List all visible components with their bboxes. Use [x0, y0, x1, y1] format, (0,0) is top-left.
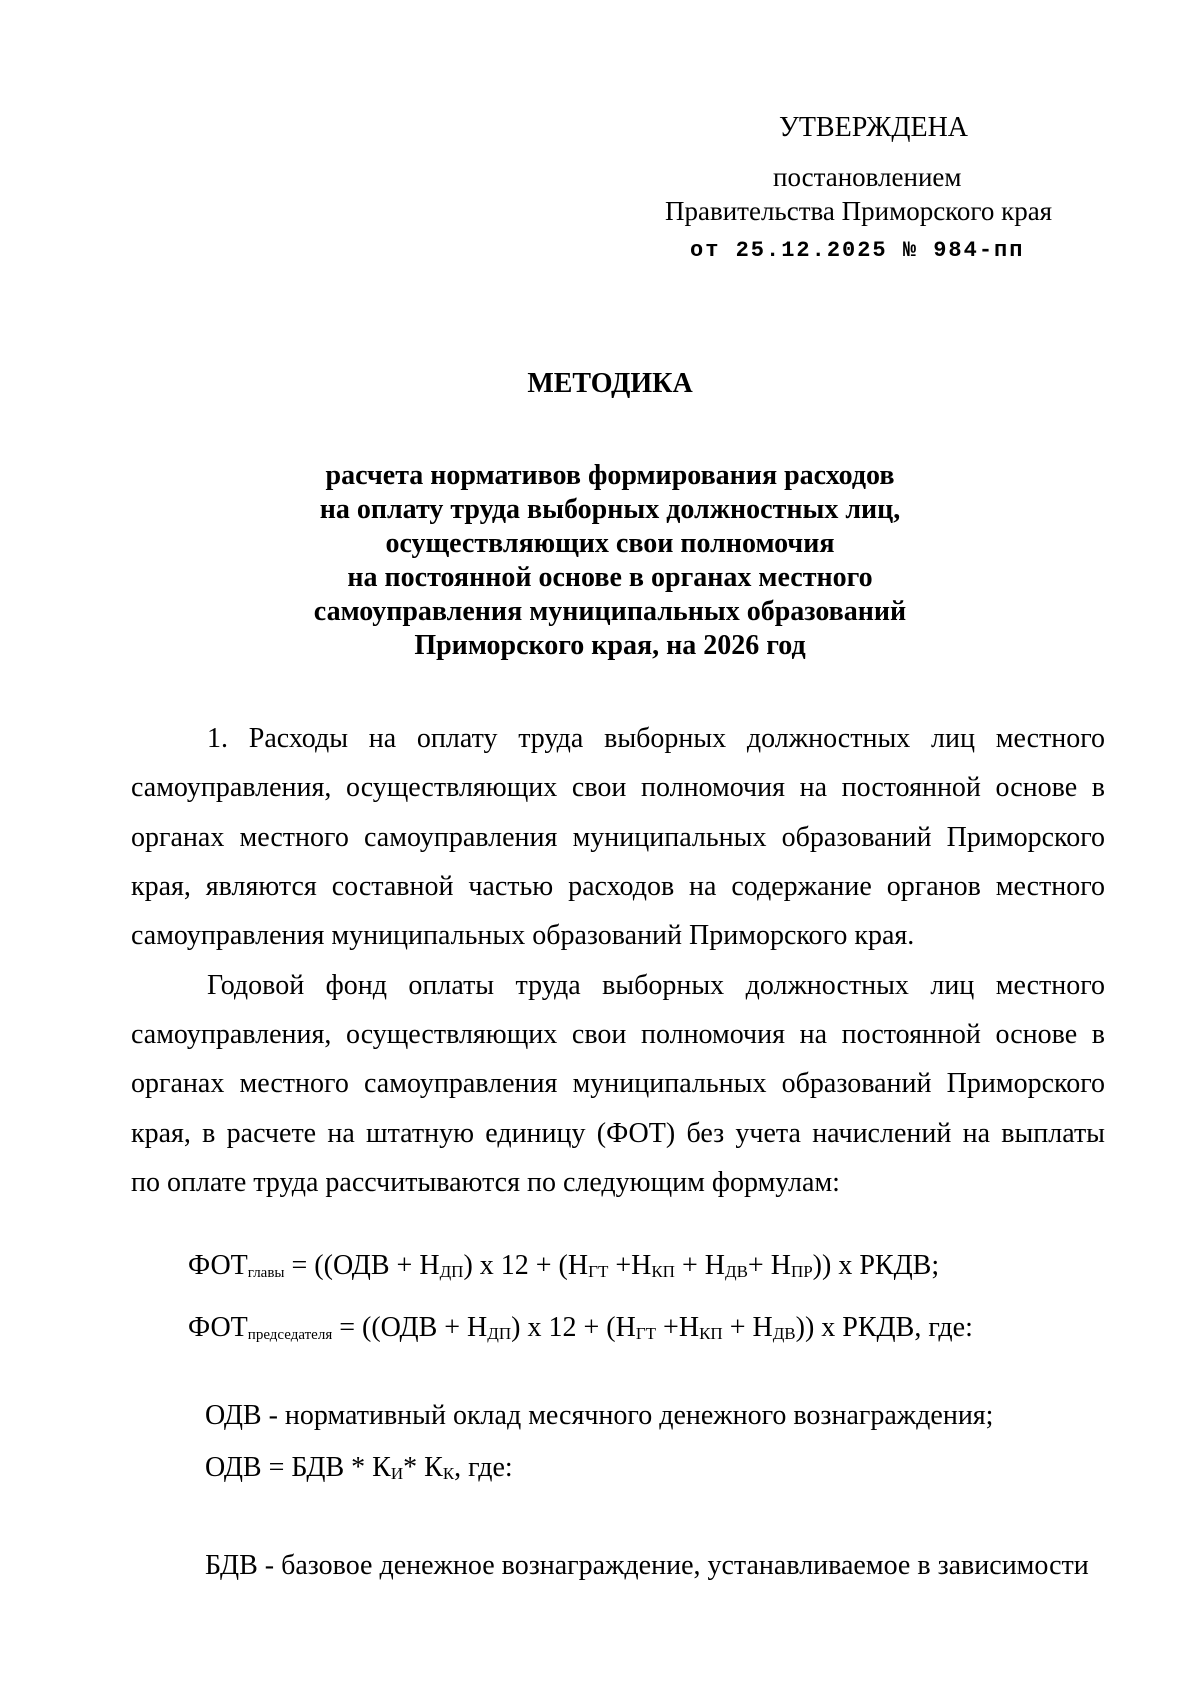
subtitle-line: расчета нормативов формирования расходов	[325, 460, 895, 491]
approval-stamp: УТВЕРЖДЕНА	[779, 112, 969, 143]
paragraph-2-line: самоуправления, осуществляющих свои полномочия на постоянной основе в	[131, 1019, 1105, 1050]
paragraph-1-line: самоуправления муниципальных образований Приморского края.	[131, 920, 915, 951]
paragraph-1-line: края, являются составной частью расходов на содержание органов местного	[131, 871, 1105, 902]
definition-bdv: БДВ - базовое денежное вознаграждение, устанавливаемое в зависимости	[205, 1550, 1089, 1581]
document-title: МЕТОДИКА	[527, 368, 693, 399]
subtitle-line: на оплату труда выборных должностных лиц,	[319, 494, 901, 525]
formula-chairman-salary: $ФОТ_{председателя} = ((ОДВ + Н_{ДП})$ х $12 + (Н_{ГТ} +Н_{КП} + Н_{ДВ})$) х РКДВ, где:	[188, 1312, 973, 1343]
paragraph-1-line: 1. Расходы на оплату труда выборных должностных лиц местного	[207, 723, 1105, 754]
definition-odv: ОДВ - нормативный оклад месячного денежного вознаграждения;	[205, 1400, 994, 1431]
formula-head-salary: $ФОТ_{главы} = ((ОДВ + Н_{ДП})$ х $12 + (Н_{ГТ} +Н_{КП} + Н_{ДВ}+ Н_{ПР})$) х РКДВ;	[188, 1250, 940, 1281]
paragraph-2-line: края, в расчете на штатную единицу (ФОТ) без учета начислений на выплаты	[131, 1118, 1105, 1149]
paragraph-1-line: самоуправления, осуществляющих свои полномочия на постоянной основе в	[131, 772, 1105, 803]
subtitle-line: самоуправления муниципальных образований	[313, 596, 907, 627]
approval-line-1: постановлением	[773, 162, 962, 192]
approval-date-number: от 25.12.2025 № 984-пп	[690, 238, 1025, 263]
formula-odv: ОДВ = БДВ * $К_И*$ $К_К$, где:	[205, 1452, 513, 1483]
paragraph-2-line: органах местного самоуправления муниципальных образований Приморского	[131, 1068, 1105, 1099]
paragraph-1-line: органах местного самоуправления муниципальных образований Приморского	[131, 822, 1105, 853]
paragraph-2-line: по оплате труда рассчитываются по следующим формулам:	[131, 1167, 840, 1198]
paragraph-2-line: Годовой фонд оплаты труда выборных должностных лиц местного	[207, 970, 1105, 1001]
subtitle-line: осуществляющих свои полномочия	[385, 528, 835, 559]
subtitle-line: Приморского края, на 2026 год	[414, 630, 806, 661]
subtitle-line: на постоянной основе в органах местного	[347, 562, 873, 593]
approval-line-2: Правительства Приморского края	[665, 196, 1053, 226]
